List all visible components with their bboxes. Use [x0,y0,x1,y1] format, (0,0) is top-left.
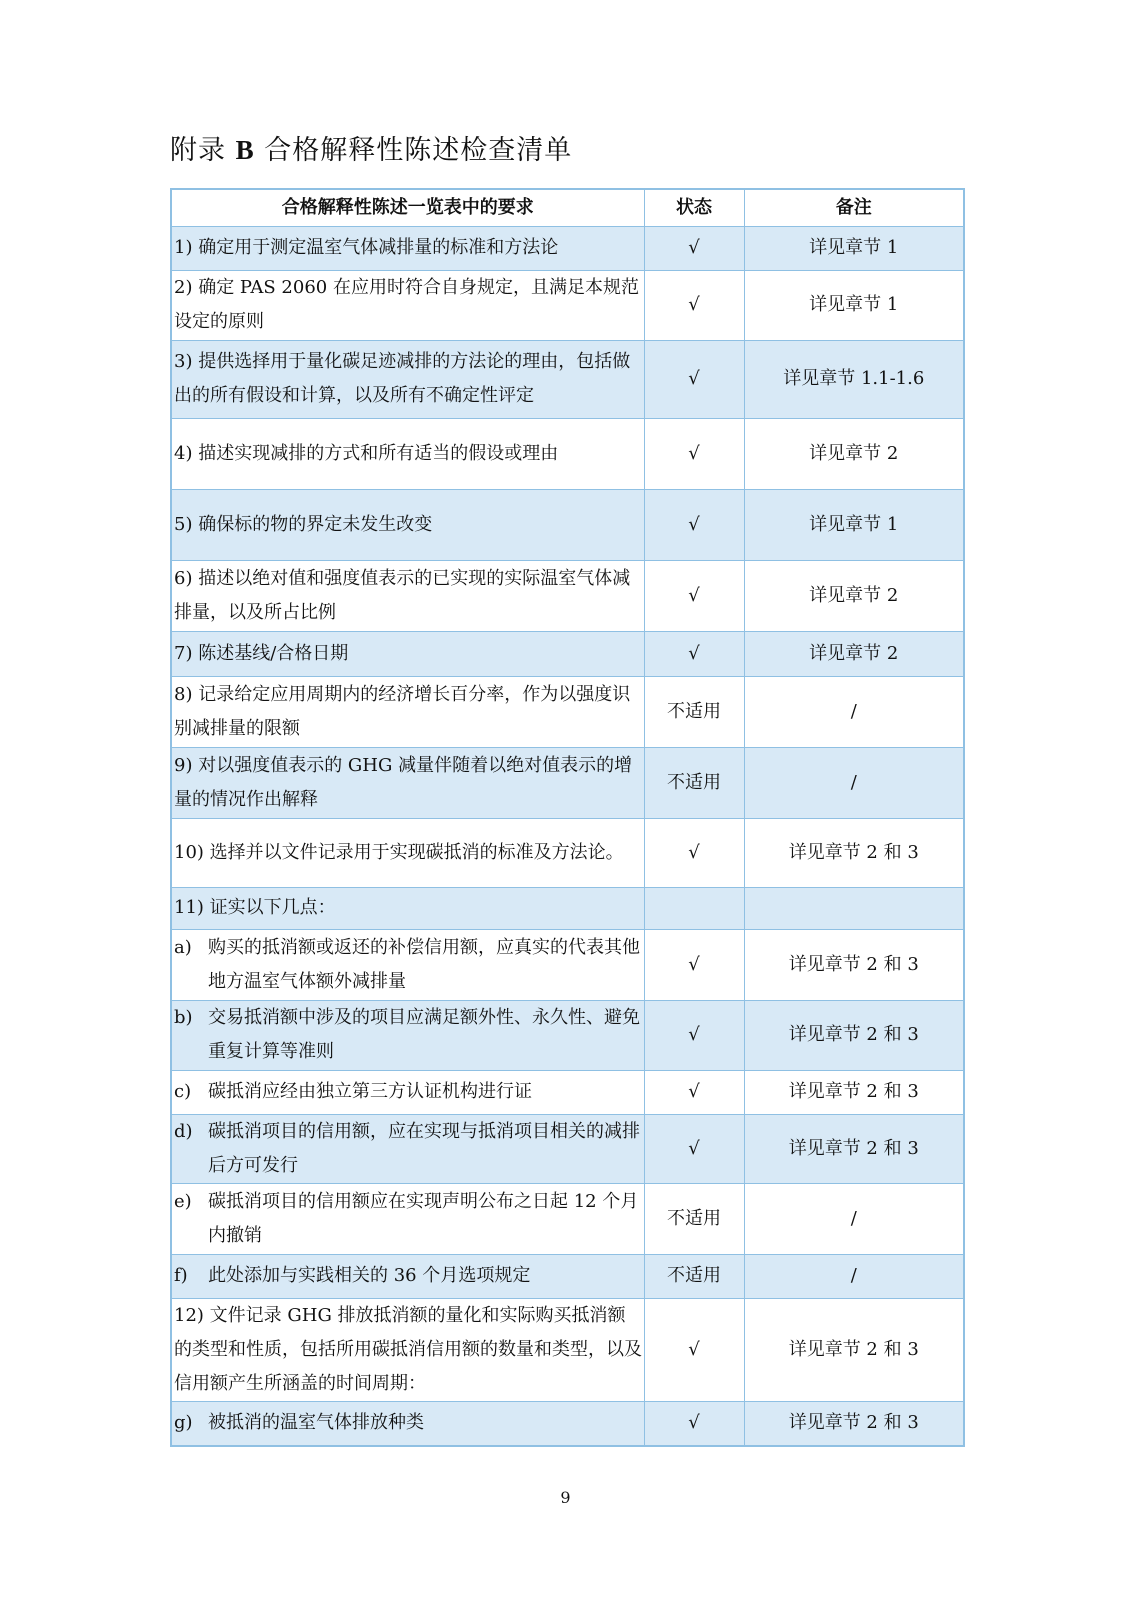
requirement-cell: 7) 陈述基线/合格日期 [171,631,644,676]
table-row [171,676,964,747]
requirement-cell [171,1183,644,1254]
item-marker: c) [174,1081,192,1102]
item-marker: b) [174,1007,193,1028]
table-row [171,887,964,929]
requirement-cell: 4) 描述实现减排的方式和所有适当的假设或理由 [171,418,644,489]
requirement-cell [171,1000,644,1070]
note-cell: 详见章节 1 [744,226,964,270]
note-cell: 详见章节 1 [744,270,964,340]
item-marker: g) [174,1412,193,1434]
item-text: 碳抵消项目的信用额应在实现声明公布之日起 12 个月内撤销 [208,1190,639,1246]
note-cell: 详见章节 2 和 3 [744,1000,964,1070]
item-marker: e) [174,1190,192,1212]
status-cell: 不适用 [644,1183,744,1254]
appendix-title: 合格解释性陈述检查清单 [264,135,573,166]
requirement-cell [171,1254,644,1298]
table-row [171,1000,964,1070]
note-cell: / [744,1183,964,1254]
note-cell: 详见章节 2 [744,418,964,489]
status-cell: 不适用 [644,1254,744,1298]
note-cell: 详见章节 2 [744,631,964,676]
table-row [171,929,964,1000]
requirement-cell [171,929,644,1000]
requirement-cell [171,1070,644,1114]
requirement-cell [171,1114,644,1183]
note-cell [744,887,964,929]
page-number: 9 [560,1488,571,1507]
note-cell: / [744,1254,964,1298]
table-row [171,489,964,560]
status-cell: √ [644,418,744,489]
table-row [171,631,964,676]
status-cell: 不适用 [644,676,744,747]
table-row [171,818,964,887]
table-row [171,418,964,489]
appendix-heading [170,128,572,167]
requirement-cell: 5) 确保标的物的界定未发生改变 [171,489,644,560]
note-cell: 详见章节 1.1-1.6 [744,340,964,418]
table-row [171,747,964,818]
requirement-cell [171,1401,644,1446]
table-row [171,560,964,631]
table-row [171,1183,964,1254]
note-cell: 详见章节 2 和 3 [744,818,964,887]
note-cell: 详见章节 1 [744,489,964,560]
item-text: 碳抵消项目的信用额，应在实现与抵消项目相关的减排后方可发行 [208,1120,640,1176]
requirement-cell: 8) 记录给定应用周期内的经济增长百分率，作为以强度识别减排量的限额 [171,676,644,747]
requirement-cell: 2) 确定 PAS 2060 在应用时符合自身规定，且满足本规范设定的原则 [171,270,644,340]
requirement-cell: 9) 对以强度值表示的 GHG 减量伴随着以绝对值表示的增量的情况作出解释 [171,747,644,818]
item-text: 此处添加与实践相关的 36 个月选项规定 [208,1265,531,1286]
item-text: 被抵消的温室气体排放种类 [208,1412,424,1434]
table-row [171,1254,964,1298]
item-text: 碳抵消应经由独立第三方认证机构进行证 [208,1081,532,1102]
header-note: 备注 [744,189,964,226]
note-cell: 详见章节 2 和 3 [744,1298,964,1401]
table-row [171,1298,964,1401]
status-cell: √ [644,560,744,631]
requirement-cell: 3) 提供选择用于量化碳足迹减排的方法论的理由，包括做出的所有假设和计算，以及所有不确定性评定 [171,340,644,418]
header-status: 状态 [644,189,744,226]
item-marker: a) [174,936,192,958]
status-cell: √ [644,1114,744,1183]
appendix-label: 附录 [170,135,226,166]
status-cell: √ [644,1298,744,1401]
table-row [171,340,964,418]
table-row [171,1070,964,1114]
item-marker: f) [174,1265,188,1286]
requirement-cell: 6) 描述以绝对值和强度值表示的已实现的实际温室气体减排量，以及所占比例 [171,560,644,631]
note-cell: / [744,676,964,747]
status-cell: √ [644,929,744,1000]
status-cell: √ [644,1070,744,1114]
note-cell: 详见章节 2 和 3 [744,1401,964,1446]
item-marker: d) [174,1120,193,1142]
status-cell: 不适用 [644,747,744,818]
table-row [171,1114,964,1183]
status-cell: √ [644,270,744,340]
checklist-table [170,188,965,1447]
status-cell: √ [644,1401,744,1446]
table-row [171,226,964,270]
item-text: 交易抵消额中涉及的项目应满足额外性、永久性、避免重复计算等准则 [208,1007,640,1062]
appendix-letter: B [235,135,255,165]
status-cell [644,887,744,929]
note-cell: / [744,747,964,818]
header-requirement: 合格解释性陈述一览表中的要求 [171,189,644,226]
note-cell: 详见章节 2 和 3 [744,1114,964,1183]
table-header-row [171,189,964,226]
status-cell: √ [644,340,744,418]
item-text: 购买的抵消额或返还的补偿信用额，应真实的代表其他地方温室气体额外减排量 [208,936,640,992]
note-cell: 详见章节 2 和 3 [744,1070,964,1114]
table-row [171,1401,964,1446]
status-cell: √ [644,489,744,560]
status-cell: √ [644,1000,744,1070]
requirement-cell: 12) 文件记录 GHG 排放抵消额的量化和实际购买抵消额的类型和性质，包括所用碳抵消信用额的数量和类型，以及信用额产生所涵盖的时间周期： [171,1298,644,1401]
requirement-cell: 10) 选择并以文件记录用于实现碳抵消的标准及方法论。 [171,818,644,887]
requirement-cell: 11) 证实以下几点： [171,887,644,929]
status-cell: √ [644,226,744,270]
note-cell: 详见章节 2 [744,560,964,631]
requirement-cell: 1) 确定用于测定温室气体减排量的标准和方法论 [171,226,644,270]
table-row [171,270,964,340]
status-cell: √ [644,818,744,887]
note-cell: 详见章节 2 和 3 [744,929,964,1000]
status-cell: √ [644,631,744,676]
